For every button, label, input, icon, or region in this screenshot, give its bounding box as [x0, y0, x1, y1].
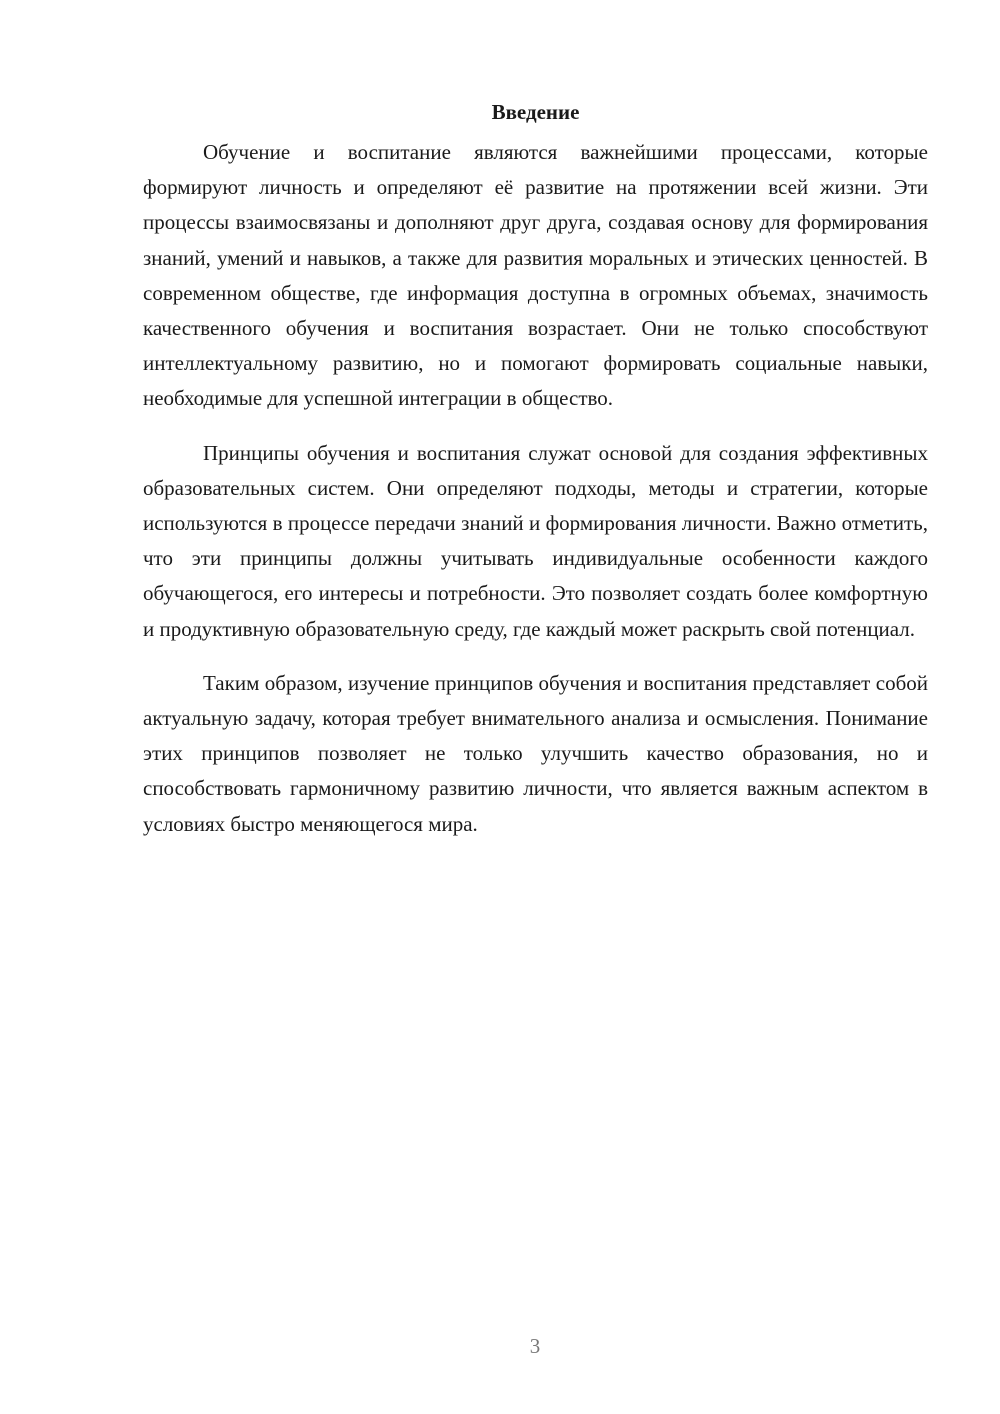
section-title: Введение	[491, 100, 580, 124]
page-number: 3	[529, 1334, 541, 1358]
paragraph-3: Таким образом, изучение принципов обучения и воспитания представляет собой актуальную задачу, которая требует внимательного анализа и осмысления. Понимание этих принципов позволяет не только улучшить качество образования, но и способствовать гармоничному развитию личности, что является важным аспектом в условиях быстро меняющегося мира.	[143, 670, 928, 836]
paragraph-2: Принципы обучения и воспитания служат основой для создания эффективных образовательных систем. Они определяют подходы, методы и стратегии, которые используются в процессе передачи знаний и формирования личности. Важно отметить, что эти принципы должны учитывать индивидуальные особенности каждого обучающегося, его интересы и потребности. Это позволяет создать более комфортную и продуктивную образовательную среду, где каждый может раскрыть свой потенциал.	[143, 440, 928, 641]
paragraph-1: Обучение и воспитание являются важнейшими процессами, которые формируют личность и определяют её развитие на протяжении всей жизни. Эти процессы взаимосвязаны и дополняют друг друга, создавая основу для формирования знаний, умений и навыков, а также для развития моральных и этических ценностей. В современном обществе, где информация доступна в огромных объемах, значимость качественного обучения и воспитания возрастает. Они не только способствуют интеллектуальному развитию, но и помогают формировать социальные навыки, необходимые для успешной интеграции в общество.	[143, 140, 928, 411]
page-content	[143, 96, 928, 861]
